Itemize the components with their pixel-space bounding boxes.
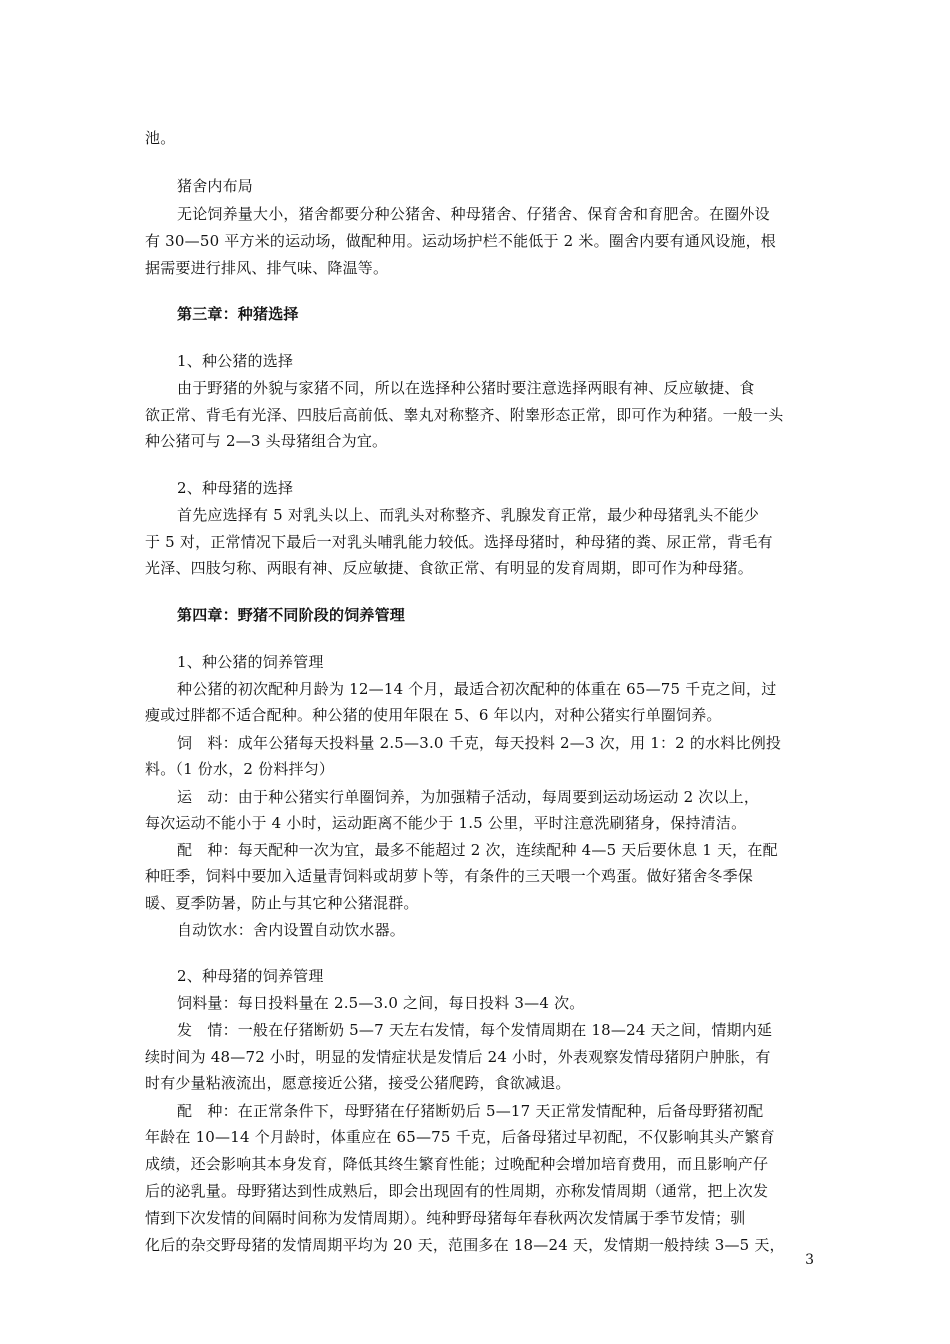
text-line: 据需要进行排风、排气味、降温等。 <box>145 259 389 277</box>
page-number: 3 <box>805 1252 814 1268</box>
text-line: 料。（1 份水，2 份料拌匀） <box>145 760 335 778</box>
section-subheading: 1、种公猪的选择 <box>177 352 294 370</box>
text-line: 首先应选择有 5 对乳头以上、而乳头对称整齐、乳腺发育正常，最少种母猪乳头不能少 <box>177 506 760 524</box>
text-line: 种旺季，饲料中要加入适量青饲料或胡萝卜等，有条件的三天喂一个鸡蛋。做好猪舍冬季保 <box>145 867 754 885</box>
text-line: 暖、夏季防暑，防止与其它种公猪混群。 <box>145 894 419 912</box>
text-line: 自动饮水：舍内设置自动饮水器。 <box>177 921 406 939</box>
text-line: 饲 料：成年公猪每天投料量 2.5—3.0 千克，每天投料 2—3 次，用 1：2 的水料比例投 <box>177 734 782 752</box>
text-line: 光泽、四肢匀称、两眼有神、反应敏捷、食欲正常、有明显的发育周期，即可作为种母猪。 <box>145 559 754 577</box>
text-line: 饲料量：每日投料量在 2.5—3.0 之间，每日投料 3—4 次。 <box>177 994 585 1012</box>
chapter-heading: 第三章：种猪选择 <box>177 305 299 323</box>
text-line: 时有少量粘液流出，愿意接近公猪，接受公猪爬跨，食欲减退。 <box>145 1074 571 1092</box>
text-line: 有 30—50 平方米的运动场，做配种用。运动场护栏不能低于 2 米。圈舍内要有通风设施，根 <box>145 232 776 250</box>
text-line: 续时间为 48—72 小时，明显的发情症状是发情后 24 小时，外表观察发情母猪阴户肿胀，有 <box>145 1048 771 1066</box>
text-line: 情到下次发情的间隔时间称为发情周期）。纯种野母猪每年春秋两次发情属于季节发情；驯 <box>145 1209 746 1227</box>
chapter-heading: 第四章：野猪不同阶段的饲养管理 <box>177 606 406 624</box>
text-line: 瘦或过胖都不适合配种。种公猪的使用年限在 5、6 年以内，对种公猪实行单圈饲养。 <box>145 706 722 724</box>
text-line: 无论饲养量大小，猪舍都要分种公猪舍、种母猪舍、仔猪舍、保育舍和育肥舍。在圈外设 <box>177 205 770 223</box>
section-subheading: 猪舍内布局 <box>177 177 254 195</box>
text-line: 化后的杂交野母猪的发情周期平均为 20 天，范围多在 18—24 天，发情期一般持续 3—5 天， <box>145 1236 785 1254</box>
section-subheading: 1、种公猪的饲养管理 <box>177 653 324 671</box>
text-line: 种公猪的初次配种月龄为 12—14 个月，最适合初次配种的体重在 65—75 千克之间，过 <box>177 680 777 698</box>
text-line: 每次运动不能小于 4 小时，运动距离不能少于 1.5 公里，平时注意洗刷猪身，保持清洁。 <box>145 814 747 832</box>
text-line: 后的泌乳量。母野猪达到性成熟后，即会出现固有的性周期，亦称发情周期（通常，把上次发 <box>145 1182 769 1200</box>
text-line: 成绩，还会影响其本身发育，降低其终生繁育性能；过晚配种会增加培育费用，而且影响产仔 <box>145 1155 769 1173</box>
text-line: 种公猪可与 2—3 头母猪组合为宜。 <box>145 432 388 450</box>
text-line: 配 种：每天配种一次为宜，最多不能超过 2 次，连续配种 4—5 天后要休息 1 天，在配 <box>177 841 778 859</box>
text-line: 池。 <box>145 129 176 147</box>
text-line: 运 动：由于种公猪实行单圈饲养，为加强精子活动，每周要到运动场运动 2 次以上， <box>177 788 760 806</box>
text-line: 发 情：一般在仔猪断奶 5—7 天左右发情，每个发情周期在 18—24 天之间，情期内延 <box>177 1021 773 1039</box>
section-subheading: 2、种母猪的饲养管理 <box>177 967 324 985</box>
text-line: 于 5 对，正常情况下最后一对乳头哺乳能力较低。选择母猪时，种母猪的粪、尿正常，背毛有 <box>145 533 773 551</box>
text-line: 欲正常、背毛有光泽、四肢后高前低、睾丸对称整齐、附睾形态正常，即可作为种猪。一般一头 <box>145 406 784 424</box>
text-line: 配 种：在正常条件下，母野猪在仔猪断奶后 5—17 天正常发情配种，后备母野猪初配 <box>177 1102 764 1120</box>
text-line: 由于野猪的外貌与家猪不同，所以在选择种公猪时要注意选择两眼有神、反应敏捷、食 <box>177 379 755 397</box>
section-subheading: 2、种母猪的选择 <box>177 479 294 497</box>
text-line: 年龄在 10—14 个月龄时，体重应在 65—75 千克，后备母猪过早初配，不仅影响其头产繁育 <box>145 1128 775 1146</box>
